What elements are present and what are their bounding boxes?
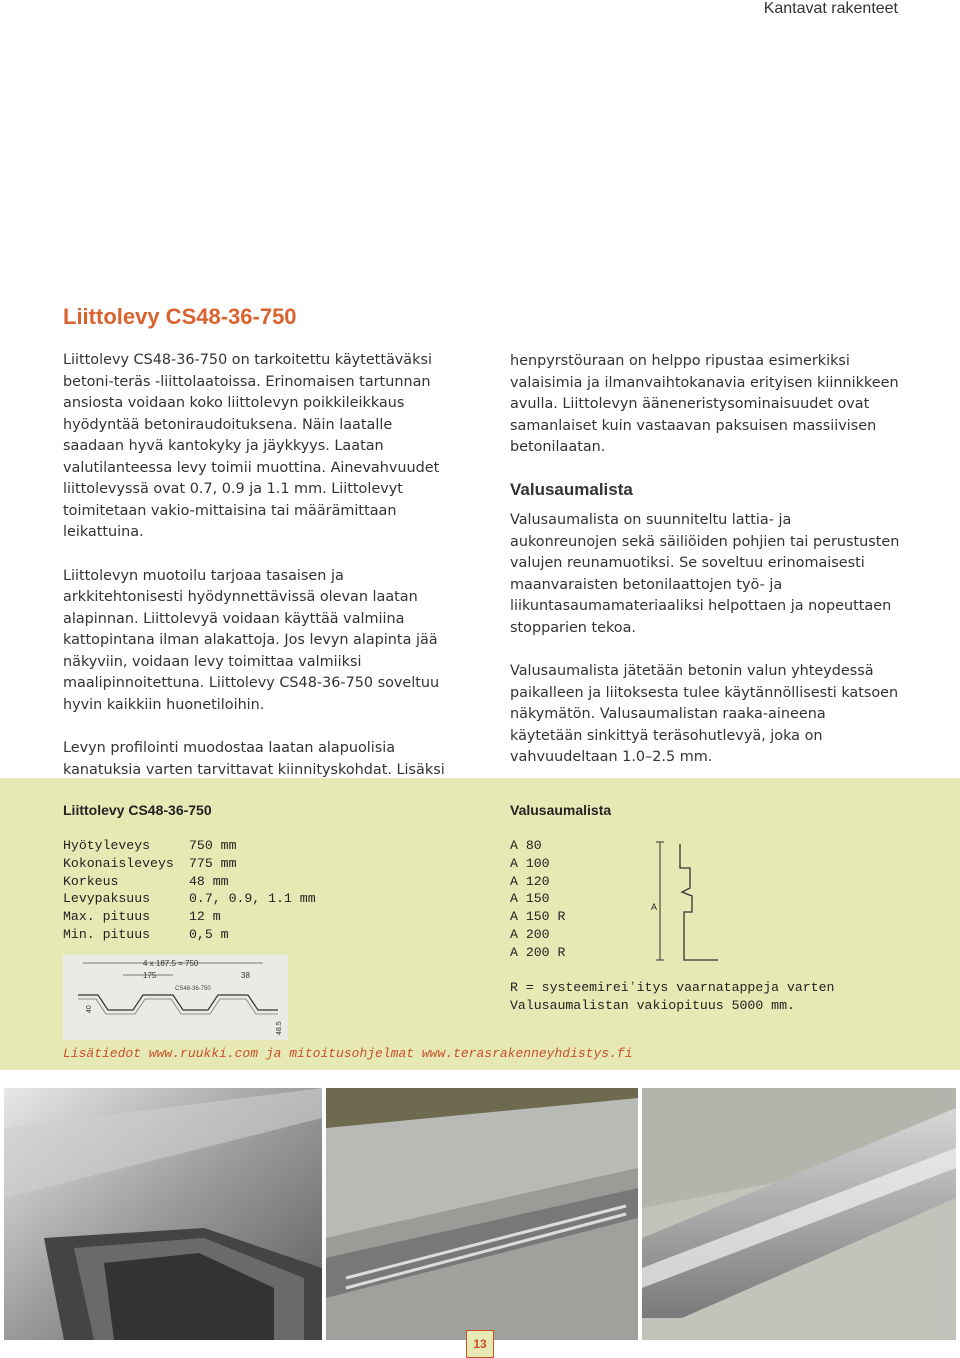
right-text-column xyxy=(510,351,900,791)
section-header: Kantavat rakenteet xyxy=(763,0,898,17)
valusaumalista-drawing xyxy=(640,840,720,962)
dim-a-label: 175 xyxy=(143,971,157,980)
spec-label: Hyötyleveys xyxy=(63,838,151,853)
spec-label: Levypaksuus xyxy=(63,891,151,907)
paragraph: Liittolevyn muotoilu tarjoaa tasaisen ja arkkitehtonisesti hyödynnettävissä olevan laatan alapinnan. Liittolevyä voidaan käyttää valmiina kattopintana ilman alakattoja. Jos levyn alapinta jää näkyviin, voidaan levy toimittaa valmiiksi maalipinnoitettuna. Liittolevy CS48-36-750 soveltuu hyvin kaikkiin huonetiloihin. xyxy=(63,567,440,713)
spec-row xyxy=(63,855,316,873)
spec-label: Korkeus xyxy=(63,873,119,889)
spec-value: 0,5 m xyxy=(189,926,229,942)
dim-b-label: 38 xyxy=(241,971,250,980)
spec-row xyxy=(63,873,316,891)
paragraph: Valusaumalista on suunniteltu lattia- ja aukonreunojen sekä säiliöiden pohjien tai perustusten valujen reunamuotiksi. Se soveltuu erinomaisesti maanvaraisten betonilaattojen työ- ja liikuntasaumamateriaaliksi helpottaen ja nopeuttaen stopparien tekoa. xyxy=(510,512,900,636)
spec-table xyxy=(63,837,316,944)
photo-steel-deck-ceiling xyxy=(4,1088,322,1340)
spec-box-right-title: Valusaumalista xyxy=(510,802,612,818)
photo-composite-slab xyxy=(326,1088,638,1340)
paragraph: henpyrstöuraan on helppo ripustaa esimerkiksi valaisimia ja ilmanvaihtokanavia erityisen kiinnikkeen avulla. Liittolevyn ääneneristysominaisuudet ovat samanlaiset kuin vastaavan paksuisen massiivisen betonilaatan. xyxy=(510,353,899,455)
model-list xyxy=(510,837,565,962)
spec-value: 0.7, 0.9, 1.1 mm xyxy=(189,891,316,907)
paragraph: Valusaumalista jätetään betonin valun yhteydessä paikalleen ja liitoksesta tulee käytännöllisesti katsoen näkymätön. Valusaumalistan raaka-aineena käytetään sinkittyä teräsohutlevyä, joka on vahvuudeltaan 1.0–2.5 mm. xyxy=(510,663,899,765)
spec-value: 48 mm xyxy=(189,873,229,889)
page-number: 13 xyxy=(466,1330,494,1358)
model-item: A 200 R xyxy=(510,944,566,960)
spec-row xyxy=(63,908,316,926)
profile-drawing xyxy=(63,955,288,1040)
note-line: Valusaumalistan vakiopituus 5000 mm. xyxy=(510,998,795,1013)
spec-row xyxy=(63,837,316,855)
spec-label: Max. pituus xyxy=(63,909,151,925)
dimension-a-label: A xyxy=(651,902,658,912)
dim-top-label: 4 x 187.5 = 750 xyxy=(143,959,199,968)
more-info-link[interactable]: Lisätiedot www.ruukki.com ja mitoitusohjelmat www.terasrakenneyhdistys.fi xyxy=(63,1046,633,1061)
spec-value: 775 mm xyxy=(189,855,237,871)
model-item: A 150 R xyxy=(510,909,566,925)
profile-code-label: CS48-36-750 xyxy=(175,986,211,992)
spec-value: 750 mm xyxy=(189,838,237,853)
left-text-column xyxy=(63,350,453,825)
model-item: A 120 xyxy=(510,873,550,889)
spec-value: 12 m xyxy=(189,909,221,925)
spec-row xyxy=(63,890,316,908)
spec-label: Min. pituus xyxy=(63,926,151,942)
dim-left-label: 40 xyxy=(86,1005,93,1013)
model-item: A 150 xyxy=(510,891,550,907)
spec-label: Kokonaisleveys xyxy=(63,855,174,871)
spec-box-left-title: Liittolevy CS48-36-750 xyxy=(63,802,212,818)
dim-right-label: 48.5 xyxy=(276,1021,283,1035)
paragraph: Levyn profilointi muodostaa laatan alapuolisia kanatuksia varten tarvittavat kiinnityskohdat. Lisäksi xyxy=(63,740,445,778)
model-item: A 80 xyxy=(510,838,542,853)
photo-valusaumalista xyxy=(642,1088,956,1340)
page-title: Liittolevy CS48-36-750 xyxy=(63,304,297,329)
section-subheading: Valusaumalista xyxy=(510,479,633,499)
paragraph: Liittolevy CS48-36-750 on tarkoitettu käytettäväksi betoni-teräs -liittolaatoissa. Erinomaisen tartunnan ansiosta voidaan koko liittolevyn poikkileikkaus hyödyntää betoniraudoituksena. Näin laatalle saadaan hyvä kantokyky ja jäykkyys. Laatan valutilanteessa levy toimii muottina. Ainevahvuudet liittolevyssä ovat 0.7, 0.9 ja 1.1 mm. Liittolevyt toimitetaan vakio-mittaisina tai määrämittaan leikattuina. xyxy=(63,352,440,540)
model-item: A 100 xyxy=(510,855,550,871)
model-item: A 200 xyxy=(510,926,550,942)
note-line: R = systeemireiʼitys vaarnatappeja varten xyxy=(510,980,835,995)
spec-row xyxy=(63,926,316,944)
model-notes xyxy=(510,979,834,1015)
